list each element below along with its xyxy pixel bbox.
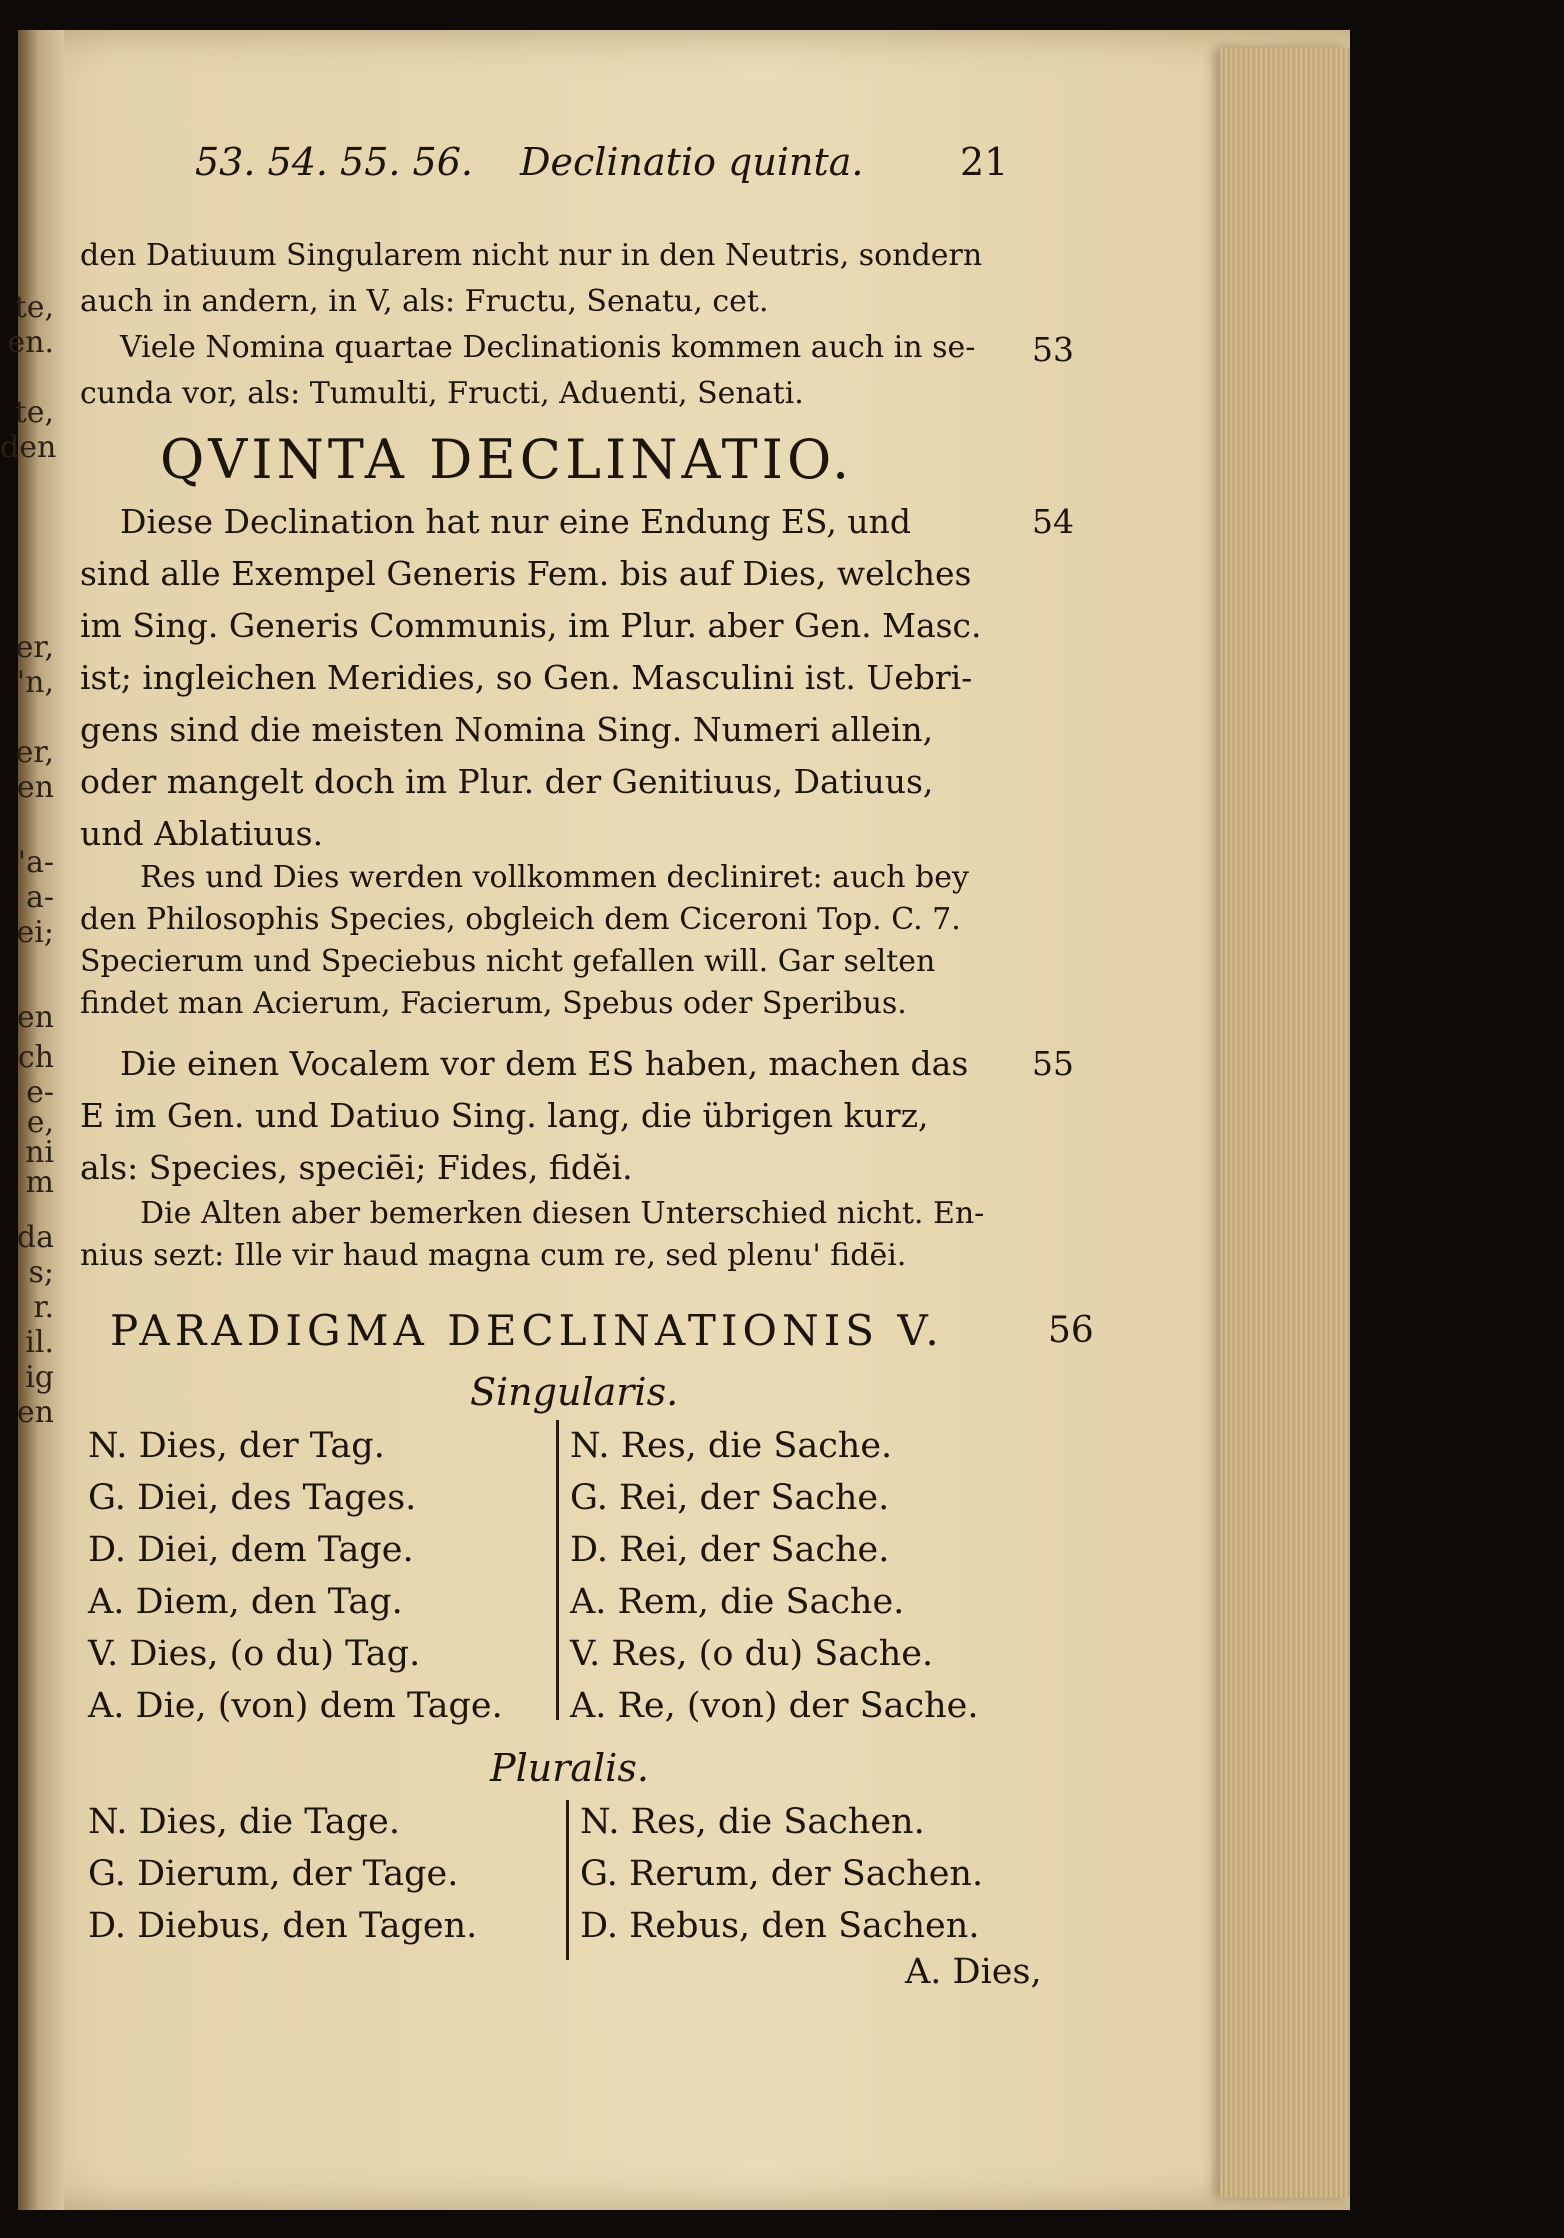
margin-fragment: en (16, 1395, 54, 1430)
dies-singular-row: G. Diei, des Tages. (88, 1478, 417, 1518)
margin-fragment: r. (33, 1290, 54, 1325)
dies-singular-row: A. Die, (von) dem Tage. (88, 1686, 503, 1726)
dies-singular-row: V. Dies, (o du) Tag. (88, 1634, 421, 1674)
note-line: Res und Dies werden vollkommen decliniret: auch bey (140, 860, 969, 895)
margin-fragment: er, (15, 735, 54, 770)
dies-plural-row: D. Diebus, den Tagen. (88, 1906, 478, 1946)
para54-line: gens sind die meisten Nomina Sing. Numeri allein, (80, 710, 934, 749)
margin-fragment: e, (26, 1105, 54, 1140)
para55-line: als: Species, speciēi; Fides, fidĕi. (80, 1148, 633, 1187)
res-plural-row: N. Res, die Sachen. (580, 1802, 925, 1842)
para54-line: im Sing. Generis Communis, im Plur. aber Gen. Masc. (80, 606, 982, 645)
column-divider (566, 1800, 569, 1960)
pluralis-heading: Pluralis. (490, 1746, 649, 1790)
res-singular-row: A. Rem, die Sache. (570, 1582, 905, 1622)
header-section-numbers: 53. 54. 55. 56. (195, 140, 473, 184)
res-plural-row: D. Rebus, den Sachen. (580, 1906, 980, 1946)
para54-line: Diese Declination hat nur eine Endung ES, und (120, 502, 911, 541)
margin-fragment: en (16, 770, 54, 805)
margin-fragment: 'a- (17, 845, 54, 880)
margin-fragment: en (16, 1000, 54, 1035)
margin-fragment: te, (14, 290, 54, 325)
res-singular-row: V. Res, (o du) Sache. (570, 1634, 934, 1674)
singularis-heading: Singularis. (470, 1370, 679, 1414)
margin-fragment: e- (26, 1075, 54, 1110)
dies-plural-row: G. Dierum, der Tage. (88, 1854, 459, 1894)
dies-plural-row: N. Dies, die Tage. (88, 1802, 400, 1842)
intro-line: auch in andern, in V, als: Fructu, Senatu, cet. (80, 284, 769, 319)
margin-fragment: il. (25, 1325, 54, 1360)
margin-fragment: m (25, 1165, 54, 1200)
catchword: A. Dies, (905, 1952, 1042, 1992)
margin-fragment: da (16, 1220, 54, 1255)
note-line: Specierum und Speciebus nicht gefallen will. Gar selten (80, 944, 936, 979)
intro-line: cunda vor, als: Tumulti, Fructi, Aduenti, Senati. (80, 376, 804, 411)
section-number-56: 56 (1048, 1310, 1094, 1351)
margin-fragment: te, (14, 395, 54, 430)
note-line: den Philosophis Species, obgleich dem Ciceroni Top. C. 7. (80, 902, 961, 937)
margin-fragment: ig (25, 1360, 54, 1395)
margin-fragment: 'n, (16, 665, 54, 700)
paradigm-title: PARADIGMA DECLINATIONIS V. (110, 1306, 944, 1355)
margin-fragment: er, (15, 630, 54, 665)
note2-line: Die Alten aber bemerken diesen Unterschied nicht. En- (140, 1196, 985, 1231)
para54-line: oder mangelt doch im Plur. der Genitiuus, Datiuus, (80, 762, 934, 801)
dies-singular-row: D. Diei, dem Tage. (88, 1530, 414, 1570)
para54-line: ist; ingleichen Meridies, so Gen. Masculini ist. Uebri- (80, 658, 973, 697)
para54-line: und Ablatiuus. (80, 814, 324, 853)
note-line: findet man Acierum, Facierum, Spebus oder Speribus. (80, 986, 907, 1021)
res-singular-row: G. Rei, der Sache. (570, 1478, 890, 1518)
section-number-53: 53 (1032, 330, 1074, 369)
res-plural-row: G. Rerum, der Sachen. (580, 1854, 984, 1894)
res-singular-row: A. Re, (von) der Sache. (570, 1686, 979, 1726)
res-singular-row: D. Rei, der Sache. (570, 1530, 890, 1570)
margin-fragment: ch (17, 1040, 54, 1075)
note2-line: nius sezt: Ille vir haud magna cum re, sed plenu' fidēi. (80, 1238, 907, 1273)
section-number-55: 55 (1032, 1044, 1074, 1083)
intro-line: den Datiuum Singularem nicht nur in den Neutris, sondern (80, 238, 983, 273)
intro-line: Viele Nomina quartae Declinationis kommen auch in se- (120, 330, 976, 365)
margin-fragment: a- (25, 880, 54, 915)
para55-line: E im Gen. und Datiuo Sing. lang, die übrigen kurz, (80, 1096, 929, 1135)
res-singular-row: N. Res, die Sache. (570, 1426, 893, 1466)
dies-singular-row: A. Diem, den Tag. (88, 1582, 403, 1622)
section-title: QVINTA DECLINATIO. (160, 428, 854, 491)
margin-fragment: ei; (16, 915, 54, 950)
margin-fragment: ni (25, 1135, 54, 1170)
page-number: 21 (960, 140, 1009, 184)
running-title: Declinatio quinta. (520, 140, 864, 184)
margin-fragment: den (0, 430, 57, 465)
column-divider (556, 1420, 559, 1720)
dies-singular-row: N. Dies, der Tag. (88, 1426, 385, 1466)
para55-line: Die einen Vocalem vor dem ES haben, machen das (120, 1044, 969, 1083)
margin-fragment: s; (28, 1255, 54, 1290)
section-number-54: 54 (1032, 502, 1074, 541)
margin-fragment: en. (7, 325, 54, 360)
para54-line: sind alle Exempel Generis Fem. bis auf Dies, welches (80, 554, 972, 593)
